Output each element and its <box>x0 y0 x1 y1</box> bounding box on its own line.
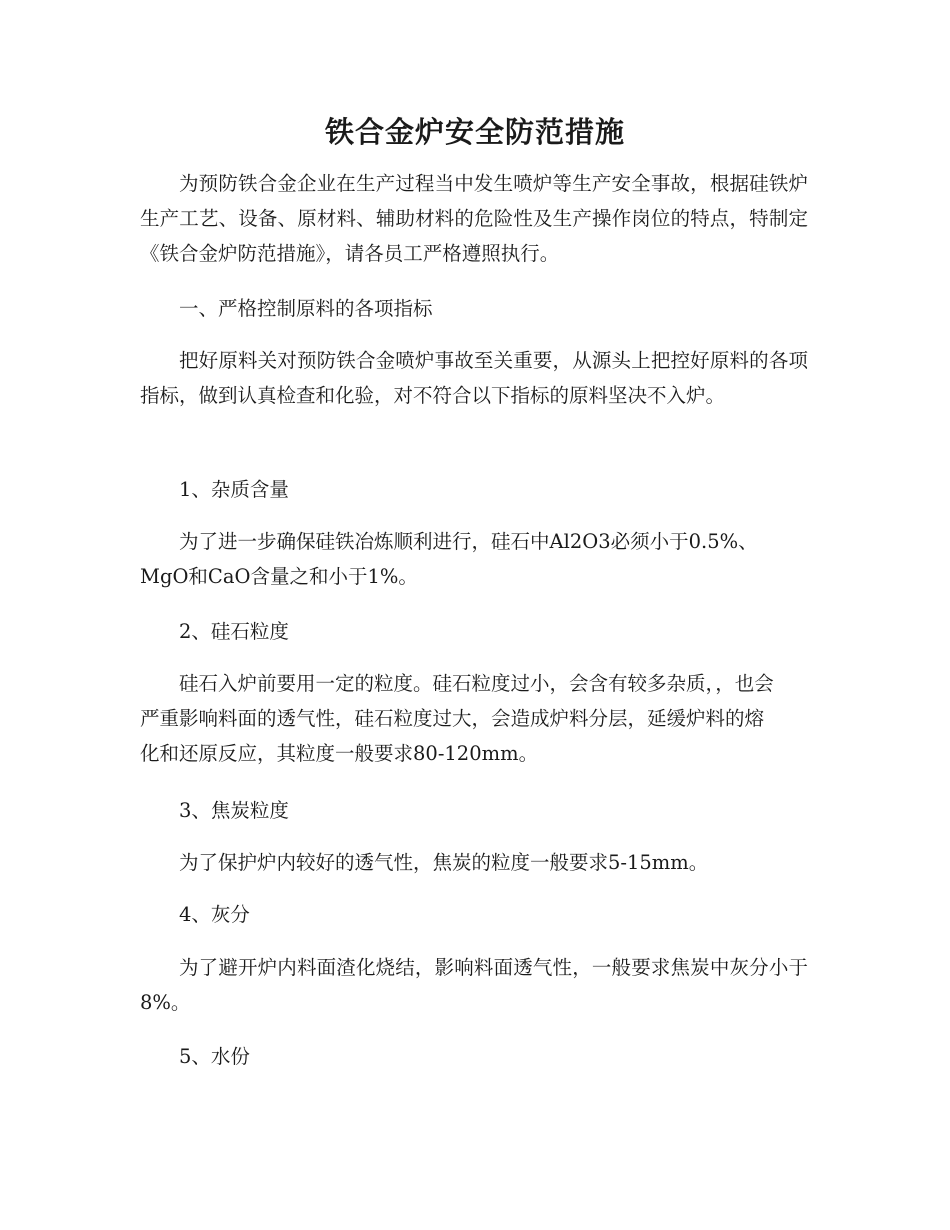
item-4-heading: 4、灰分 <box>179 903 250 926</box>
intro-paragraph: 为预防铁合金企业在生产过程当中发生喷炉等生产安全事故，根据硅铁炉生产工艺、设备、原材料、辅助材料的危险性及生产操作岗位的特点，特制定《铁合金炉防范措施》，请各员工严格遵照执行。 <box>140 172 808 265</box>
item-3-body: 为了保护炉内较好的透气性，焦炭的粒度一般要求5-15mm。 <box>179 851 709 874</box>
item-3-heading: 3、焦炭粒度 <box>179 799 289 822</box>
item-1-body: 为了进一步确保硅铁冶炼顺利进行，硅石中Al2O3必须小于0.5%、MgO和CaO含量之和小于1%。 <box>140 530 758 588</box>
item-5-heading: 5、水份 <box>179 1045 250 1068</box>
item-4-body: 为了避开炉内料面渣化烧结，影响料面透气性，一般要求焦炭中灰分小于8%。 <box>140 956 808 1014</box>
item-2-heading: 2、硅石粒度 <box>179 620 289 643</box>
document-title: 铁合金炉安全防范措施 <box>324 115 625 149</box>
section-1-body: 把好原料关对预防铁合金喷炉事故至关重要，从源头上把控好原料的各项指标，做到认真检查和化验，对不符合以下指标的原料坚决不入炉。 <box>140 349 808 407</box>
item-2-body: 硅石入炉前要用一定的粒度。硅石粒度过小，会含有较多杂质，，也会严重影响料面的透气性，硅石粒度过大，会造成炉料分层，延缓炉料的熔化和还原反应，其粒度一般要求80-120mm。 <box>140 672 774 765</box>
item-1-heading: 1、杂质含量 <box>179 478 289 501</box>
section-1-heading: 一、严格控制原料的各项指标 <box>179 297 433 320</box>
